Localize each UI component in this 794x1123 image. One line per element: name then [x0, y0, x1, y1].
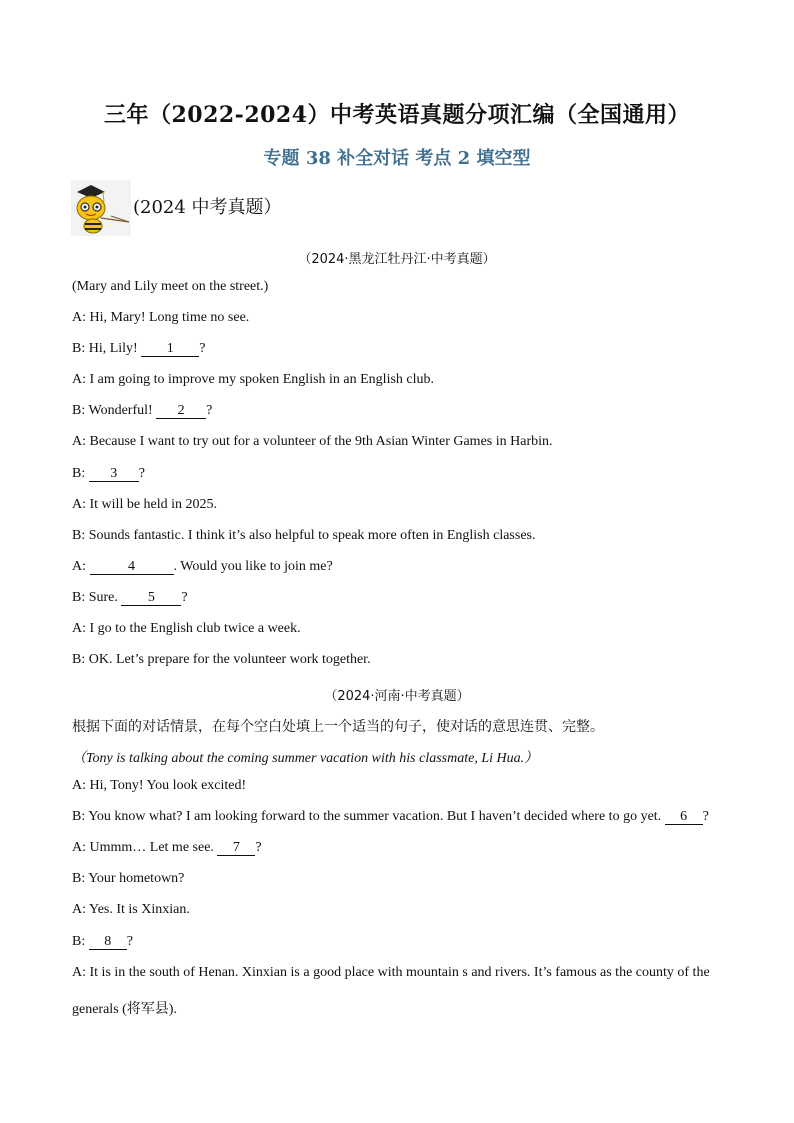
dialogue-line [72, 497, 217, 513]
answer-blank[interactable]: 3 [89, 466, 139, 482]
dialogue-line [72, 934, 133, 950]
badge-text: (2024 中考真题） [133, 197, 282, 218]
dialogue-text-tail: . Would you like to join me? [173, 558, 333, 574]
answer-blank[interactable]: 7 [217, 840, 255, 856]
document-title: 三年（2022-2024）中考英语真题分项汇编（全国通用） [103, 102, 691, 128]
bee-graduate-icon [71, 180, 131, 236]
dialogue-text: B: [72, 465, 89, 481]
dialogue-text-tail: ? [702, 809, 709, 825]
dialogue-line [72, 466, 145, 482]
source-label-2: （2024·河南·中考真题） [324, 689, 470, 704]
dialogue-context-2: （Tony is talking about the coming summer vacation with his classmate, Li Hua.） [72, 751, 539, 766]
dialogue-line [72, 341, 205, 357]
dialogue-line [72, 965, 710, 981]
instruction-text: 根据下面的对话情景，在每个空白处填上一个适当的句子，使对话的意思连贯、完整。 [72, 719, 604, 735]
answer-blank[interactable]: 2 [156, 403, 206, 419]
dialogue-text-tail: ? [138, 465, 145, 481]
answer-blank[interactable]: 6 [665, 809, 703, 825]
dialogue-line [72, 403, 212, 419]
dialogue-text: B: [72, 933, 89, 949]
dialogue-text: A: Yes. It is Xinxian. [72, 902, 190, 918]
dialogue-text: B: Hi, Lily! [72, 341, 142, 357]
dialogue-line [72, 590, 188, 606]
dialogue-text: B: OK. Let’s prepare for the volunteer work together. [72, 652, 371, 668]
dialogue-text-tail: ? [255, 840, 262, 856]
dialogue-text: A: [72, 558, 90, 574]
dialogue-context-1: (Mary and Lily meet on the street.) [72, 279, 269, 294]
source-label-1: （2024·黑龙江牡丹江·中考真题） [298, 252, 496, 267]
dialogue-text: A: Hi, Mary! Long time no see. [72, 310, 250, 325]
dialogue-line [72, 434, 553, 450]
dialogue-line [72, 372, 434, 388]
dialogue-text: A: I go to the English club twice a week. [72, 621, 301, 636]
answer-blank[interactable]: 4 [90, 559, 174, 575]
dialogue-text: generals (将军县). [72, 1001, 177, 1017]
dialogue-text: B: You know what? I am looking forward to the summer vacation. But I haven’t decided where to go yet. [72, 809, 665, 825]
dialogue-line [72, 871, 184, 887]
answer-blank[interactable]: 5 [121, 590, 181, 606]
dialogue-text: B: Sounds fantastic. I think it’s also helpful to speak more often in English classes. [72, 527, 536, 543]
dialogue-text: B: Wonderful! [72, 403, 157, 419]
dialogue-text: A: Ummm… Let me see. [72, 840, 218, 856]
dialogue-line [72, 809, 709, 825]
dialogue-text: A: It is in the south of Henan. Xinxian is a good place with mountain s and rivers. It’s famous as the county of the [72, 964, 710, 980]
dialogue-line [72, 840, 262, 856]
dialogue-text: A: Because I want to try out for a volunteer of the 9th Asian Winter Games in Harbin. [72, 434, 553, 450]
dialogue-text: A: It will be held in 2025. [72, 496, 218, 512]
dialogue-text: A: I am going to improve my spoken English in an English club. [72, 372, 435, 388]
dialogue-text-tail: ? [181, 589, 188, 605]
dialogue-line [72, 902, 190, 918]
answer-blank[interactable]: 8 [89, 934, 127, 950]
dialogue-line [72, 310, 249, 326]
dialogue-text: B: Sure. [72, 589, 122, 605]
dialogue-line [72, 621, 301, 637]
dialogue-line [72, 652, 371, 668]
dialogue-text-tail: ? [199, 341, 206, 357]
dialogue-line [72, 778, 246, 794]
answer-blank[interactable]: 1 [141, 341, 199, 357]
dialogue-text: A: Hi, Tony! You look excited! [72, 778, 247, 793]
dialogue-text-tail: ? [126, 933, 133, 949]
dialogue-line [72, 528, 536, 544]
dialogue-line [72, 998, 177, 1018]
dialogue-text: B: Your hometown? [72, 871, 185, 887]
section-badge [71, 180, 282, 236]
document-subtitle: 专题 38 补全对话 考点 2 填空型 [263, 148, 531, 169]
dialogue-line [72, 559, 333, 575]
dialogue-text-tail: ? [206, 403, 213, 419]
